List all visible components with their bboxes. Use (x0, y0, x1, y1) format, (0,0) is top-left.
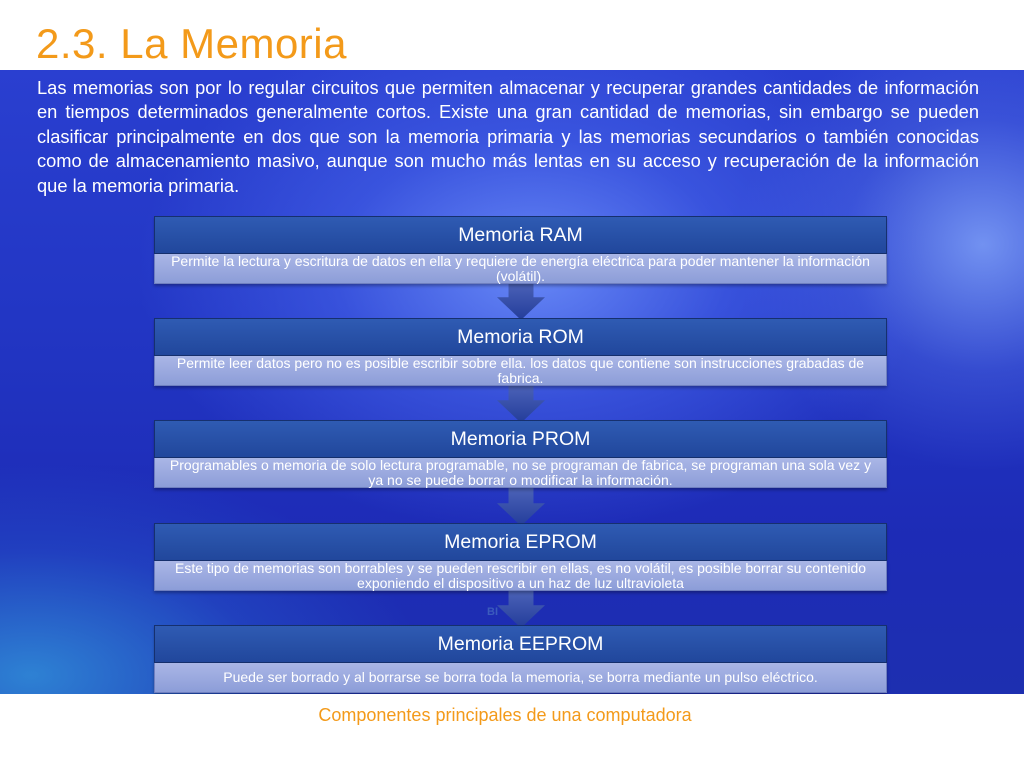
arrow-down-icon (497, 385, 545, 423)
step-title: Memoria PROM (154, 420, 887, 458)
step-description: Permite la lectura y escritura de datos en ella y requiere de energía eléctrica para poder mantener la información (volátil). (171, 252, 870, 284)
arrow-down-icon (497, 282, 545, 320)
step-description-box (154, 458, 887, 488)
memory-ram-step (154, 216, 887, 284)
memory-eprom-step (154, 523, 887, 591)
step-description-box (154, 663, 887, 693)
arrow-down-icon (497, 590, 545, 628)
step-description: Programables o memoria de solo lectura programable, no se programan de fabrica, se programan una sola vez y ya no se puede borrar o modificar la información. (169, 456, 872, 488)
intro-paragraph: Las memorias son por lo regular circuitos que permiten almacenar y recuperar grandes cantidades de información en tiempos determinados generalmente cortos. Existe una gran cantidad de memorias, sin embargo se pueden clasificar principalmente en dos que son la memoria primaria y las memorias secundarios o también conocidas como de almacenamiento masivo, aunque son mucho más lentas en su acceso y recuperación de la información que la memoria primaria. (37, 77, 979, 196)
step-description: Este tipo de memorias son borrables y se pueden rescribir en ellas, es no volátil, es posible borrar su contenido exponiendo el dispositivo a un haz de luz ultravioleta (174, 559, 867, 591)
ghost-label: BI (487, 606, 498, 618)
content-panel (0, 70, 1024, 694)
slide-caption: Componentes principales de una computadora (318, 705, 692, 725)
memory-eeprom-step (154, 625, 887, 693)
step-description-box (154, 356, 887, 386)
step-description: Puede ser borrado y al borrarse se borra toda la memoria, se borra mediante un pulso eléctrico. (223, 669, 818, 685)
step-title: Memoria ROM (154, 318, 887, 356)
step-description-box (154, 561, 887, 591)
memory-rom-step (154, 318, 887, 386)
step-description-box (154, 254, 887, 284)
memory-prom-step (154, 420, 887, 488)
slide-title: 2.3. La Memoria (36, 20, 347, 67)
step-title: Memoria EPROM (154, 523, 887, 561)
step-description: Permite leer datos pero no es posible escribir sobre ella. los datos que contiene son instrucciones grabadas de fabrica. (176, 354, 865, 386)
step-title: Memoria RAM (154, 216, 887, 254)
arrow-down-icon (497, 488, 545, 526)
step-title: Memoria EEPROM (154, 625, 887, 663)
